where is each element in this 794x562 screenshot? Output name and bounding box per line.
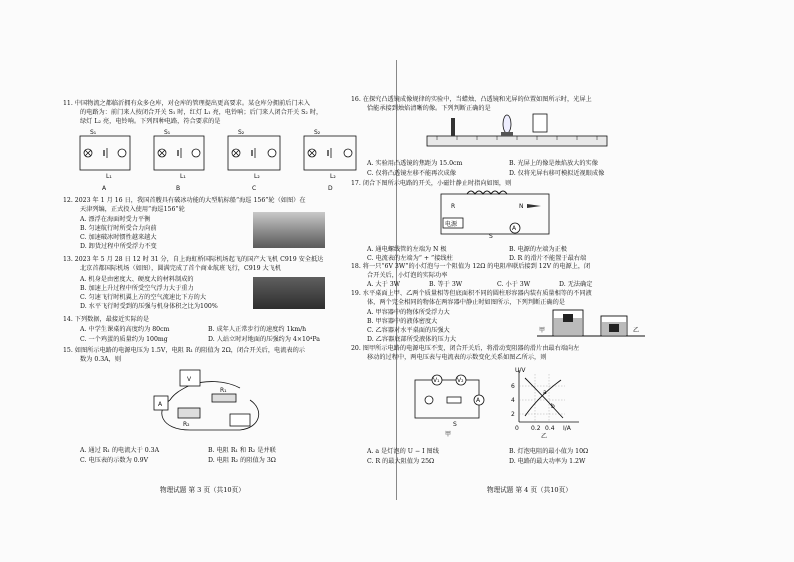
- q17-option-a: A. 通电螺线管的左端为 N 极: [367, 246, 447, 253]
- tick-x-0: 0: [515, 425, 519, 432]
- q20-option-d: D. 电路的最大功率为 1.2W: [509, 458, 586, 465]
- q17-solenoid-circuit: [437, 190, 557, 240]
- option-a-label: A: [102, 185, 107, 192]
- axis-y-label: U/V: [515, 367, 526, 374]
- option-b-label: B: [176, 185, 181, 192]
- tick-y-4: 4: [511, 397, 515, 404]
- fig-yi-label: 乙: [633, 327, 640, 334]
- q16-line1: 16. 在探究凸透镜成像规律的实验中，当蜡烛、凸透镜和光屏的位置如图所示时，光屏上: [351, 96, 592, 103]
- switch-s-label: S: [489, 233, 493, 240]
- q20-circuit-jia: [409, 368, 489, 438]
- q12-option-a: A. 漂浮在海面时受力平衡: [80, 216, 151, 223]
- q18-option-a: A. 大于 3W: [367, 281, 401, 288]
- q17-option-c: C. 电流表的左端为“ + ”接线柱: [367, 255, 453, 262]
- q20-option-a: A. a 是灯泡的 U − I 图线: [367, 448, 439, 455]
- ship-photo: [253, 212, 325, 248]
- q15-circuit-photo: [150, 370, 270, 440]
- solenoid-icon: [467, 191, 507, 194]
- curve-b-label: b: [551, 403, 555, 410]
- q12-option-b: B. 匀速航行时所受合力向前: [80, 225, 157, 232]
- switch-icon: [230, 414, 250, 426]
- q18-option-c: C. 小于 3W: [497, 281, 531, 288]
- q16-option-b: B. 光屏上的像是烛焰放大的实像: [509, 160, 598, 167]
- q18-option-b: B. 等于 3W: [429, 281, 463, 288]
- q14-option-c: C. 一个鸡蛋的质量约为 100mg: [80, 336, 168, 343]
- tick-y-6: 6: [511, 383, 515, 390]
- q13-option-d: D. 水平飞行时受到的压强与机身体积之比为100%: [80, 303, 218, 310]
- q16-option-d: D. 仅将光屏右移可模拟近视眼成像: [509, 170, 605, 177]
- q15-option-c: C. 电压表的示数为 0.9V: [80, 457, 149, 464]
- q14-line1: 14. 下列数据，最接近实际的是: [63, 316, 150, 323]
- ammeter-q17-label: A: [512, 225, 517, 232]
- q11-line1: 11. 中国物流之都临沂拥有众多仓库，对仓库的管理提出更高要求。某仓库分拥前后门未入: [63, 100, 310, 107]
- q15-option-b: B. 电阻 R₁ 和 R₂ 是并联: [208, 447, 276, 454]
- q14-option-d: D. 人站立时对地面的压强约为 4×10⁴Pa: [208, 336, 320, 343]
- q16-option-c: C. 仅将凸透镜左移不能再次成像: [367, 170, 456, 177]
- power-source-label: 电源: [445, 221, 458, 228]
- q17-option-b: B. 电源的左端为正极: [509, 246, 567, 253]
- needle-n-label: N: [519, 203, 524, 210]
- page-4: [351, 0, 794, 562]
- q20-option-c: C. R 的最大阻值为 25Ω: [367, 458, 435, 465]
- label-l2-d: L₂: [330, 173, 336, 180]
- resistor-r2-icon: [178, 408, 200, 418]
- q19-option-d: D. 乙容器底部所受液体的压力大: [367, 336, 457, 343]
- q19-option-b: B. 甲容器中的液体密度大: [367, 318, 438, 325]
- ammeter-q20-label: A: [476, 397, 481, 404]
- curve-a-line: [525, 380, 561, 416]
- q16-line2: 恰能承接到烛焰清晰的像。下列判断正确的是: [367, 105, 491, 112]
- page-3-footer: 物理试题 第 3 页（共10页）: [160, 486, 245, 494]
- fig-b-label: 乙: [541, 433, 548, 440]
- q15-line2: 数为 0.3A，则: [80, 356, 122, 363]
- label-r2: R₂: [183, 421, 190, 428]
- q12-line2: 天津列编，正式投入使用“海巡156”轮: [80, 206, 185, 213]
- label-l2: L₂: [254, 173, 260, 180]
- curve-b-line: [525, 378, 563, 418]
- tick-x-0-4: 0.4: [545, 425, 555, 432]
- option-c-label: C: [252, 185, 257, 192]
- q17-line1: 17. 闭合下图所示电路的开关，小磁针静止时指向如图，则: [351, 180, 512, 187]
- circuit-c: [228, 136, 280, 170]
- q13-option-b: B. 加速上升过程中所受空气浮力大于重力: [80, 285, 194, 292]
- q12-line1: 12. 2023 年 1 月 16 日，我国首艘具有破冰功能的大型航标船“海巡 156”轮（如图）在: [63, 197, 306, 204]
- airplane-photo: [253, 277, 325, 309]
- label-s1-b: S₁: [164, 129, 171, 136]
- fig-jia-label: 甲: [539, 327, 546, 334]
- block-jia-icon: [563, 314, 573, 322]
- q20-line2: 移动的过程中，两电压表与电流表的示数变化关系如图乙所示，则: [367, 354, 547, 361]
- q12-option-d: D. 卸货过程中所受浮力不变: [80, 243, 157, 250]
- label-l1-b: L₁: [180, 173, 186, 180]
- q13-line1: 13. 2023 年 5 月 28 日 12 时 31 分，自上海虹桥国际机场起飞的国产大飞机 C919 安全抵达: [63, 256, 324, 263]
- q19-containers: [537, 306, 647, 340]
- q18-line2: 合开关后，小灯泡的实际功率: [367, 272, 448, 279]
- fig-a-label: 甲: [445, 431, 452, 438]
- switch-q20-label: S: [453, 421, 457, 428]
- label-v1: V₁: [433, 377, 440, 384]
- q15-line1: 15. 如图所示电路的电源电压为 1.5V，电阻 R₁ 的阻值为 2Ω，闭合开关后，电流表的示: [63, 347, 305, 354]
- q11-line3: 绿灯 L₂ 亮，电铃响。下列四种电路，符合要求的是: [80, 118, 221, 125]
- tick-y-2: 2: [511, 411, 515, 418]
- resistor-r1-icon: [212, 394, 236, 402]
- q19-option-c: C. 乙容器对水平桌面的压强大: [367, 327, 450, 334]
- q20-graph-yi: [505, 366, 585, 440]
- candle-icon: [451, 118, 455, 136]
- q19-option-a: A. 甲容器中的物体所受浮力大: [367, 309, 450, 316]
- q20-line1: 20. 图甲所示电路的电源电压不变，闭合开关后，将滑动变阻器的滑片由最右端向左: [351, 345, 580, 352]
- q19-line2: 体，两个完全相同的物体在两容器中静止时如图所示，下列判断正确的是: [367, 299, 565, 306]
- q16-optical-bench: [427, 112, 607, 152]
- q14-option-a: A. 中学生课桌的高度约为 80cm: [80, 326, 170, 333]
- label-s2-d: S₂: [314, 129, 321, 136]
- q16-option-a: A. 实验用凸透镜的焦距为 15.0cm: [367, 160, 463, 167]
- rheostat-r-label: R: [451, 203, 456, 210]
- label-v2: V₂: [457, 377, 464, 384]
- circuit-d: [304, 136, 356, 170]
- q14-option-b: B. 成年人正常步行的速度约 1km/h: [208, 326, 307, 333]
- circuit-a: [80, 136, 130, 170]
- lamp-icon: [425, 396, 433, 404]
- q19-line1: 19. 水平桌面上甲、乙两个质量相等但底面积不同的圆柱形容器内装有质量相等的不同液: [351, 290, 592, 297]
- block-yi-icon: [609, 324, 619, 332]
- q18-option-d: D. 无法确定: [559, 281, 593, 288]
- q15-option-a: A. 通过 R₁ 的电流大于 0.3A: [80, 447, 160, 454]
- circuit-b: [154, 136, 204, 170]
- option-d-label: D: [328, 185, 333, 192]
- q15-option-d: D. 电阻 R₂ 的阻值为 3Ω: [208, 457, 276, 464]
- q13-line2: 北京首都国际机场（如图），圆满完成了首个商业航班飞行，C919 大飞机: [80, 265, 282, 272]
- axis-x-label: I/A: [563, 425, 571, 432]
- rheostat-icon: [447, 397, 461, 403]
- lens-icon: [503, 115, 511, 133]
- label-s2: S₂: [238, 129, 245, 136]
- q13-option-a: A. 机身是由密度大、硬度大的材料制成的: [80, 276, 194, 283]
- q12-option-c: C. 加速破冰时惯性越来越大: [80, 234, 157, 241]
- label-l1: L₁: [106, 173, 112, 180]
- compass-needle-icon: [527, 204, 541, 208]
- tick-x-0-2: 0.2: [531, 425, 541, 432]
- q20-option-b: B. 灯泡电阻的最小值为 10Ω: [509, 448, 589, 455]
- q11-circuit-diagrams: [76, 130, 376, 190]
- q13-option-c: C. 匀速飞行时机翼上方的空气流速比下方的大: [80, 294, 207, 301]
- label-s1: S₁: [90, 129, 97, 136]
- curve-a-label: a: [543, 389, 547, 396]
- voltmeter-label: V: [187, 376, 192, 383]
- q17-option-d: D. R 的滑片不能置于最右端: [509, 255, 587, 262]
- q11-line2: 的电路为：前门来人按闭合开关 S₁ 时，红灯 L₁ 亮，电铃响；后门来人闭合开关 S₂ 时，: [80, 109, 323, 116]
- ammeter-label: A: [158, 401, 163, 408]
- page-4-footer: 物理试题 第 4 页（共10页）: [487, 486, 572, 494]
- label-r1: R₁: [220, 387, 227, 394]
- screen-icon: [533, 114, 547, 132]
- q18-line1: 18. 将一只“6V 3W”的小灯泡与一个阻值为 12Ω 的电阻串联后接到 12V 的电源上，闭: [351, 263, 591, 270]
